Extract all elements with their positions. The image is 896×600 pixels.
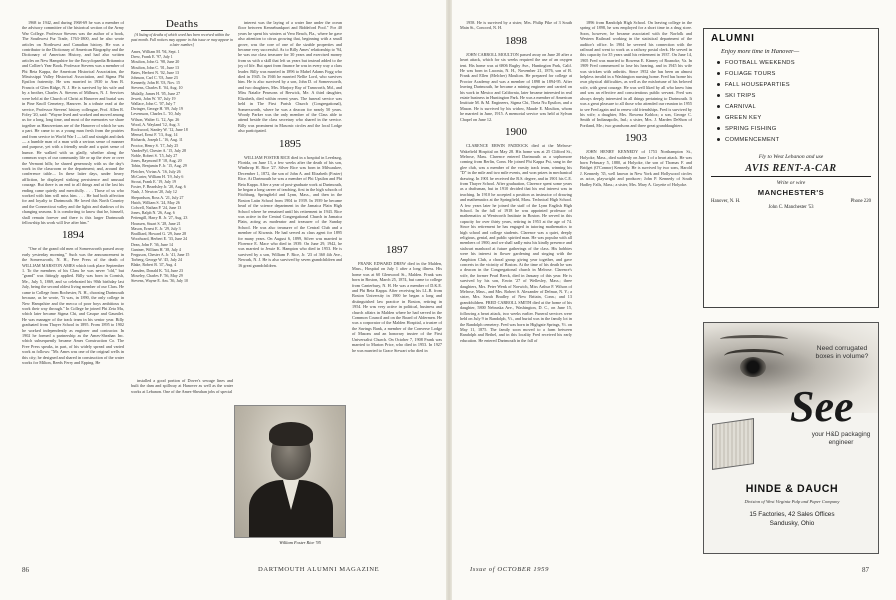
- smith-obituary-continued: 1896 from Randolph High School. On leaving college in the spring of 1898, he was employed for a short time in a drug store. Soon, however, he became associated with the Norfolk and Western Railroad working in the statistical department of the auditor's office. In 1904 he severed his connection with the railroad and went to work as a railway postal clerk. He served in this capacity for 35 years until his retirement in 1937. On June 14, 1905 Fred was married to Rowena E. Kinney of Roanoke, Va. In 1909 Fred commenced to lose his hearing, and in 1945 his wife was stricken with arthritis. Since 1952 she has been an almost helpless invalid in a Washington nursing home. Fred has borne his own physical difficulties, as well as the misfortune of his beloved wife, with great courage. He was well liked by all who knew him and was an effective and conscientious public servant. Fred was always deeply interested in all things pertaining to Dartmouth. It was a great pleasure to all those who attended our reunion in 1955 to see Fred again and to renew old friendships. Fred is survived by his wife; a daughter, Mrs. Rowena Kohlox; a son, George C. Smith of Indianapolis, Ind.; a sister, Mrs. J. Marden DeShon of Portland, Me.; two grandsons and three great granddaughters.: [580, 20, 692, 128]
- drew-obituary-end: 1958. He is survived by a sister, Mrs. Philip Pike of 3 South Main St., Concord, N. H.: [460, 20, 572, 31]
- list-item: SPRING FISHING: [717, 124, 871, 135]
- ad-alumni-location-row: [711, 199, 871, 204]
- class-year-1900: 1900: [505, 126, 527, 139]
- deaths-note: [A listing of deaths of which word has been received within the past month. Full notices may appear in this issue or may appear in a later number.]: [131, 33, 233, 47]
- stevens-obituary-continued: 1968 to 1942, and during 1968-69 he was a member of the advisory committee of the historical section of the Army War College. Professor Stevens was the author of a book, The Southwest Fur Trade, 1763-1800, and he also wrote articles on Northwest and Canadian history. He was a contributor to the Dictionary of American Biography and the Dictionary of American History, and had also written articles on New Hampshire for the Encyclopaedia Britannica and Collier's Year Book. Professor Stevens was a member of Phi Beta Kappa, the American Historical Association, the Mississippi Valley Historical Association, and Sigma Phi Epsilon fraternity. He was married in 1930 to Ann B. Francis of Glen Ridge, N. J. He is survived by his wife and by a brother, Charles A. Stevens of Milburn, N. J. Services were held at the Church of Christ at Hanover and burial was in Pine Knoll Cemetery, Hanover. In a tribute read at the service, Professor Stevens' history colleague, Prof. Allen R. Foley '20, said: "Wayne lived and worked and moved among us for a long, long time, and most of the memories we share together as Hanoverians are of the Hanover of which he was a part. He came to us a young man fresh from the prairies and from service in World War I — tall and straight and dark — a humble man of a man with a serious sense of manner and purpose, yet with a friendly smile and a quiet sense of humor. He walked with us gladly, whether along the common ways of our community life or up the river or over the Vermont hills; he shared generously with us the day's work in the classroom or the department; and, around the conference table.... In these latter days, under heavy affliction, he displayed striking persistence and unusual courage. But there is an end to all things and at the last his ending came quietly and mercifully. . . . Those of us who worked with him will miss him. . . . He had both affection for and loyalty to Dartmouth. He loved this North Country and the Connecticut valley and the lights and shadows of its changing seasons. It is comforting to know that he, himself, shall remain forever and there is this larger Dartmouth fellowship his work will live after him.": [22, 20, 124, 226]
- ad-alumni-contact-person: John C. Manchester '53: [768, 205, 814, 210]
- list-item: FOLIAGE TOURS: [717, 69, 871, 80]
- list-item: FOOTBALL WEEKENDS: [717, 58, 871, 69]
- class-year-1894: 1894: [62, 229, 84, 242]
- bullet-icon: [717, 127, 720, 130]
- ames-obituary-continued: installed a good portion of Dover's sewage lines and built the dam and spillway at Hanover as well as the water works at Lebanon. One of the Ames-Sheahan jobs of special: [131, 378, 233, 394]
- class-year-1897: 1897: [386, 244, 408, 256]
- column-4: [460, 20, 572, 560]
- moulton-obituary: JOHN CARROLL MOULTON passed away on June 20 after a heart attack, which for six weeks required the use of an oxygen tent. His home was at 6806 Rugby Ave., Huntington Park, Calif. He was born in Laconia, N. H., November 21, 1876, son of B. Frank and Ellen (Melcher) Moulton. He prepared for college at Proctor Academy and was a member of 1898 in 1894-95. After leaving Dartmouth, he became a mining engineer and carried on his work in Mexico and California, later became interested in real estate business in Huntington Park. He was a member of American Institute M. & M. Engineers, Sigma Chi, Theta Nu Epsilon, and a Mason. He is survived by his widow, Maude E. Moulton, whom he married in June, 1915. A memorial service was held at Sylvan Chapel on June 12.: [460, 51, 572, 122]
- ad-alumni-write-text: Write or wire: [776, 180, 806, 186]
- ad-alumni-manager-name: MANCHESTER'S: [757, 188, 825, 197]
- ad-hinde-address: 15 Factories, 42 Sales Offices Sandusky, Ohio: [749, 511, 835, 527]
- page-number-right: 87: [862, 566, 869, 574]
- column-3-lower: [352, 240, 442, 558]
- bullet-icon: [717, 138, 720, 141]
- class-year-1903: 1903: [625, 132, 647, 145]
- ad-alumni-intro: Enjoy more time in Hanover—: [721, 48, 800, 55]
- ad-alumni-phone: Phone 220: [850, 199, 871, 204]
- list-item: FALL HOUSEPARTIES: [717, 80, 871, 91]
- ames-obituary: "One of the grand old men of Somersworth passed away early yesterday morning." Such was the announcement in the Somersworth, N. H., Free Press of the death of WILLIAM MARSTON AMES which took place September 1. To the members of his Class he was never "old," but "grand" was fittingly applied. Billy was born in Cornish, Me., July 5, 1869, and so celebrated his 90th birthday last July, being the second oldest living member of our Class. He came to College from Rochester, N. H., choosing Dartmouth because, as he wrote, "It was, in 1890, the only college in New Hampshire and the mecca of poor boys ambitious to work their way through." In College he joined Phi Zeta Mu, which later became Sigma Chi, and Casque and Gauntlet. He was manager of the track team in his senior year. Billy graduated from Thayer School in 1895. From 1895 to 1902 he worked independently as engineer and contractor. In 1902 he formed a partnership as the Ames-Sheahan Inc. which subsequently became Ames Construction Co. The Free Press speaks, in part, of his widely spread and varied work as follows: "Mr. Ames was one of the original wells in this city; he designed and shared in construction of the water works for Milton, Reeds Ferry and Epping. He: [22, 246, 124, 365]
- column-2-bottom: [131, 378, 233, 400]
- bullet-icon: [717, 72, 720, 75]
- ad-alumni-brand: ALUMNI: [711, 33, 755, 44]
- ad-alumni-events-list: [717, 58, 871, 146]
- ad-alumni-town: Hanover, N. H.: [711, 199, 741, 204]
- page-number-left: 86: [22, 566, 29, 574]
- issue-date-footer: Issue of OCTOBER 1959: [470, 566, 549, 573]
- deaths-list: Ames, William M. '94, Sept. 1 Drew, Frank E. '97, July 1 Moulton, John G. '98, June 20 Moulton, John C. '01, June 13 Bates, Herbert N. '02, June 13 Johnson, Carl C. '03, June 23 Kennedy, John H. '03, Nov. 15 Stevens, Charles E. '04, Aug. 10 Mulally, James H. '05, June 27 Jewett, John W. '07, July 19 Wallace, John C. '07, July 7 Dwinger, George H. '09, July 19 Levensson, Charles L. '10, July Wilson, Walter G. '12, Apr. 26 Wood, A. Wayland '12, Aug. 3 Rockwood, Stanley W. '12, June 18 Mensel, Ernst F. '13, Aug. 14 Richards, Joseph L. '16, Aug. 11 Proctor, Henry S. '17, July 25 VanderPyl, Chester A. '15, July 28 Noble, Robert S. '15, July 27 Jones, Raymond P. '18, Aug. 20 Tobin, Benjamin F. Jr. '15, Aug. 29 Fletcher, Vivian A. '16, July 26 McCarter, William H. '19, July 6 Strout, Frank E. '19, July 19 Foster, F. Beardsley Jr. '20, Aug. 6 Nash, J. Newton '20, July 12 Shepardson, Ross A. '21, July 27 Hatch, William S. '24, May 26 Cofwell, Nathan P. '24, June 13 Jones, Ralph N. '26, Aug. 6 Pettengill, Harry B. Jr. '27, Aug. 23 Houssen, Stuart S. '28, June 21 Mason, Ernest E. Jr. '29, July 3 Brailliard, Howard G. '29, June 28 Woodward, Herbert E. '33, June 24 Dean, John F. '36, June 14 Gantner, William H. '38, July 4 Ferguson, Chester A. Jr. '41, June 15 Torberg, George W. '45, July 24 Blake, Robert B. '47, Aug. 4 Amsden, Donald K. '54, June 23 Moseley, Charles F. '56, May 29 Stevens, Wayne E. Am. '36, July 10: [131, 48, 190, 283]
- paddock-smith-obituaries: CLARENCE ERWIN PADDOCK died at the Melrose-Wakefield Hospital on May 28. His home was at 25 Clifford St., Melrose, Mass. Clarence entered Dartmouth as a sophomore coming from Berlin, Conn. He joined Phi Kappa Psi, sang in the glee club, was a member of the varsity track team, winning his "D" in the mile and two mile events, and won prizes in mechanical drawing. In 1901 he received the B.S. degree, and in 1901 his C.E. from Thayer School. After graduation, Clarence spent some years as a draftsman, but in 1910 decided that his real interest was in teaching. In 1910 he accepted a position as instructor of drawing and mathematics at the Springfield, Mass. Technical High School. A few years later he joined the staff of the Lynn English High School. In the fall of 1918 he was appointed professor of mathematics at Wentworth Institute in Boston. He served in this capacity for over thirty years, retiring in 1953 at the age of 74. Since his retirement he has engaged in tutoring mathematics to high school and college students. Clarence was a quiet, deeply religious, genial, and public spirited man. He was popular with all members of 1900, and we shall sadly miss his kindly presence and stalwart manhood at future gatherings of the class. His hobbies were his interest in flower gardening and singing with the Amphion Club, a choral group giving year together, and gave concerts in the vicinity of Boston. At the time of his death he was a deacon in the Congregational church in Melrose. Clarence's wife, the former Pearl Breck, died in January of this year. He is survived by his son, Erwin '27 of Wellesley, Mass.; three daughters, Mrs. Peter Wenk of Norwich, Miss Arthur F. Wilson of Melrose, Mass., and Mrs. Robert S. Alexander of Delmar, N. Y.; a sister, Mrs. Sarah Bradley of New Britain, Conn.; and 13 grandchildren. FRED CARROLL SMITH died at the home of his daughter, 5800 Nebraska Ave., Washington, D. C., on June 15, following a heart attack, two weeks earlier. Funeral services were held on July 9 in Randolph, Vt., and burial was in the family lot in the Randolph cemetery. Fred was born in Highgate Springs, Vt. on May 11, 1875. The family soon moved to a farm between Randolph and Bethel, and in this locality Fred received his early education. He entered Dartmouth in the fall of: [460, 143, 572, 343]
- list-item: GREEN KEY: [717, 113, 871, 124]
- ad-hinde-division: Division of West Virginia Pulp and Paper Company: [744, 499, 840, 504]
- list-item: SKI TRIPS: [717, 91, 871, 102]
- hinde-dauch-advertisement: [703, 322, 879, 554]
- ad-hinde-headline: Need corrugated boxes in volume?: [815, 345, 869, 361]
- list-item: COMMENCEMENT: [717, 135, 871, 146]
- column-1: [22, 20, 124, 560]
- column-2: [131, 20, 233, 372]
- portrait-photo-rice: [234, 405, 346, 538]
- kennedy-obituary: JOHN HENRY KENNEDY of 1753 Northampton St., Holyoke, Mass., died suddenly on June 1 of a heart attack. He was born February 5, 1880, at Holyoke, the son of Thomas F. and Bridget (O'Connor) Kennedy. He is survived by two sons, Harold J. Kennedy '35, well known in New York and Hollywood circles as actor, playwright and producer; John P. Kennedy of South Hadley Falls, Mass.; a sister, Mrs. Mary A. Goyette of Holyoke.: [580, 149, 692, 187]
- deaths-rule: [141, 30, 223, 31]
- bullet-icon: [717, 116, 720, 119]
- bullet-icon: [717, 83, 720, 86]
- drew-obituary: FRANK EDWARD DREW died in the Malden, Mass., Hospital on July 1 after a long illness. His home was at 60 Glenwood St., Malden. Frank was born in Boston, March 25, 1874, but came to college from Canterbury, N. H. He was a member of D.K.E. and Phi Beta Kappa. After receiving his LL.B. from Boston University in 1900 he began a long and distinguished law practice in Boston, retiring in 1954. He was very active in political, business and church affairs in Malden where he had served in the Common Council and on the Board of Aldermen. He was a corporator of the Malden Hospital, a trustee of the Savings Bank, a member of the Converse Lodge of Masons and an honorary trustee of the First Universalist Church. On October 7, 1908 Frank was married to Marion Price, who died in 1953. In 1927 he was married to Grace Stewart who died in: [352, 261, 442, 353]
- bullet-icon: [717, 61, 720, 64]
- ad-hinde-company: HINDE & DAUCH: [745, 483, 839, 495]
- rice-obituary: WILLIAM FOSTER RICE died in a hospital in Leesburg, Florida, on June 13, a few weeks after the death of his son, Winthrop H. Rice '27. Silver Rice was born in Milwaukee, December 1, 1872, the son of John A. and Elizabeth (Foster) Rice. At Dartmouth he was a member of Phi Upsilon and Phi Beta Kappa. After a year of post-graduate work at Dartmouth, he began a long career of teaching, first in the high schools of Fitchburg, Springfield and Lynn, Mass., and then in the Boston Latin School from 1904 to 1939. In 1939 he became head of the science department in the Jamaica Plain High School where he remained until his retirement in 1943. Rice was active in the Central Congregational Church in Jamaica Plain, acting as moderator and treasurer of the Sunday School. He was also treasurer of the Central Club and a member of Kiwanis. He had served as class agent for 1895 for many years. On August 6, 1899, Silver was married to Florence E. Mace who died in 1939. On June 29, 1942, he was married to Jessie K. Hampton who died in 1953. He is survived by a son, William F. Rice, Jr. '23 of 360 4th Ave., Newark, N. J. He is also survived by seven grandchildren and 16 great grandchildren.: [238, 154, 342, 268]
- magazine-title-footer: DARTMOUTH ALUMNI MAGAZINE: [258, 566, 380, 573]
- class-year-1898: 1898: [505, 34, 527, 47]
- page-gutter: [446, 0, 452, 600]
- class-year-1895: 1895: [279, 137, 301, 150]
- column-3: [238, 20, 342, 400]
- ames-obituary-end: interest was the laying of a water line under the ocean floor between Kennebunkport and Biddeford Pool." For 40 years he spent his winters at Vero Beach, Fla., where he gave also attention to citrus growing that, beginning with a small grove, was the core of one of the sizable properties and became very successful. As to Billy Ames' relationship to '94, he was our class treasurer for 30 years and exercised money from us with a skill that left us years but instead added to the joy of life. But apart from finance he was in every way a class leader. Billy was married in 1896 to Mabel Adams Fogg who died in 1945. In 1946 he married Nellie Lord, who survives him. He is also survived by a son, John D. of Somersworth, and two daughters, Mrs. Marjory Ray of Tamworth, Md., and Miss Natalie Pearsons of Berwick, Me. A third daughter, Elizabeth, died within recent years. The funeral service was held in The First Parish Church (Congregational), Somersworth, where he was a deacon for nearly 50 years. Woody Parker was the only member of the Class able to attend beside the class secretary who shared in the service. Billy was prominent in Masonic circles and the local Lodge also participated.: [238, 20, 342, 134]
- photo-caption: William Foster Rice '95: [279, 540, 321, 545]
- bullet-icon: [717, 94, 720, 97]
- column-5: [580, 20, 692, 380]
- ad-alumni-fly-text: Fly to West Lebanon and use: [758, 154, 824, 160]
- ad-alumni-rental-logo: AVIS RENT-A-CAR: [711, 163, 871, 177]
- bullet-icon: [717, 105, 720, 108]
- list-item: CARNIVAL: [717, 102, 871, 113]
- corrugated-box-icon: [712, 418, 754, 470]
- ad-hinde-see: See: [790, 382, 854, 431]
- alumni-avis-advertisement: [703, 28, 879, 308]
- deaths-heading: Deaths: [165, 20, 199, 30]
- ad-hinde-subline: your H&D packaging engineer: [811, 431, 871, 446]
